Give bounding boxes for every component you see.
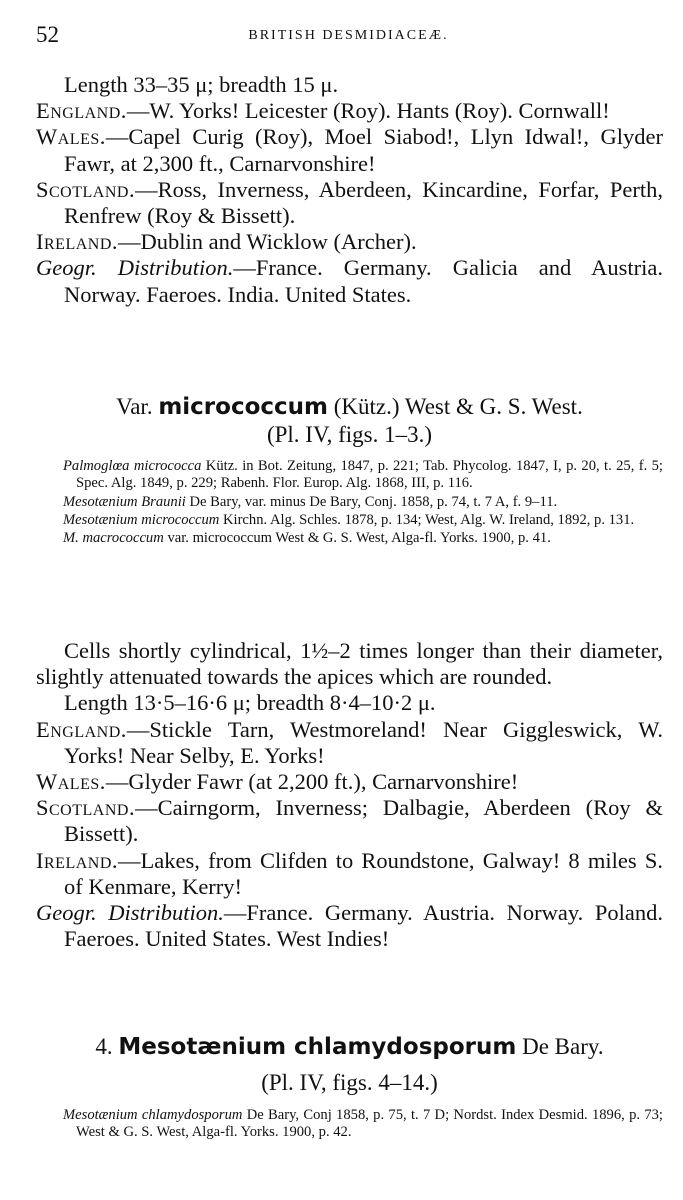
species-number: 4. <box>95 1034 113 1059</box>
geogr-text: —France. Germany. Austria. Norway. Poland. Faeroes. United States. West Indies! <box>64 900 663 952</box>
species-synonymy <box>36 1107 663 1143</box>
geogr-label: Geogr. Distribution. <box>36 255 234 281</box>
region-text: —Stickle Tarn, Westmoreland! Near Giggleswick, W. Yorks! Near Selby, E. Yorks! <box>64 716 663 768</box>
page-header <box>36 22 661 52</box>
geographic-distribution <box>36 900 663 952</box>
page-number: 52 <box>36 22 59 47</box>
region-text: —Cairngorm, Inverness; Dalbagie, Aberdeen (Roy & Bissett). <box>64 795 663 847</box>
variety-prefix: Var. <box>116 394 153 419</box>
measurement-line: Length 13·5–16·6 μ; breadth 8·4–10·2 μ. <box>64 690 436 716</box>
synonym-citation: Kirchn. Alg. Schles. 1878, p. 134; West, Alg. W. Ireland, 1892, p. 131. <box>222 511 635 528</box>
running-head: BRITISH DESMIDIACEÆ. <box>248 28 449 43</box>
species-authority: De Bary. <box>522 1034 604 1059</box>
synonym-citation: Kütz. in Bot. Zeitung, 1847, p. 221; Tab. Phycolog. 1847, I, p. 20, t. 25, f. 5; Spec. Alg. 1849, p. 229; Rabenh. Flor. Europ. Alg. 1868, III, p. 116. <box>76 458 663 492</box>
variety-heading <box>36 393 663 449</box>
distribution-block-1 <box>36 72 663 308</box>
region-label: Scotland. <box>36 795 136 821</box>
synonym-name: Mesotænium Braunii <box>63 493 186 510</box>
synonym-entry <box>36 530 663 547</box>
ireland-record <box>36 848 663 900</box>
wales-record <box>36 124 663 176</box>
region-text: —Lakes, from Clifden to Roundstone, Galway! 8 miles S. of Kenmare, Kerry! <box>64 847 663 899</box>
synonym-citation: var. micrococcum West & G. S. West, Alga-fl. Yorks. 1900, p. 41. <box>167 530 551 547</box>
region-text: —Glyder Fawr (at 2,200 ft.), Carnarvonshire! <box>105 769 519 795</box>
measurement-line: Length 33–35 μ; breadth 15 μ. <box>64 72 339 97</box>
region-label: England. <box>36 98 127 124</box>
region-text: —W. Yorks! Leicester (Roy). Hants (Roy). Cornwall! <box>126 98 610 124</box>
geogr-label: Geogr. Distribution. <box>36 900 224 926</box>
region-text: —Ross, Inverness, Aberdeen, Kincardine, Forfar, Perth, Renfrew (Roy & Bissett). <box>64 176 663 229</box>
synonym-citation: De Bary, Conj 1858, p. 75, t. 7 D; Nordst. Index Desmid. 1896, p. 73; West & G. S. West, Alga-fl. Yorks. 1900, p. 42. <box>76 1107 663 1141</box>
species-name: Mesotænium chlamydosporum <box>118 1034 517 1060</box>
region-label: Wales. <box>36 124 106 150</box>
variety-plate: (Pl. IV, figs. 1–3.) <box>266 422 433 447</box>
england-record <box>36 717 663 769</box>
synonym-entry <box>36 512 663 529</box>
region-label: Ireland. <box>36 229 119 255</box>
region-label: England. <box>36 716 127 742</box>
synonym-entry <box>36 494 663 511</box>
synonym-entry <box>36 1107 663 1142</box>
scotland-record <box>36 177 663 229</box>
england-record <box>36 98 663 124</box>
wales-record <box>36 769 663 795</box>
geographic-distribution <box>36 255 663 307</box>
region-label: Wales. <box>36 769 106 795</box>
variety-authority: (Kütz.) West & G. S. West. <box>333 394 583 419</box>
region-text: —Capel Curig (Roy), Moel Siabod!, Llyn Idwal!, Glyder Fawr, at 2,300 ft., Carnarvonshire! <box>64 124 663 176</box>
variety-name: micrococcum <box>158 394 328 420</box>
synonym-name: Mesotænium micrococcum <box>63 511 220 528</box>
synonym-name: Mesotænium chlamydosporum <box>63 1107 243 1123</box>
species-plate: (Pl. IV, figs. 4–14.) <box>261 1070 438 1095</box>
region-label: Scotland. <box>36 176 136 202</box>
ireland-record <box>36 229 663 255</box>
synonym-entry <box>36 458 663 493</box>
synonym-name: Palmoglœa micrococca <box>63 458 202 474</box>
geogr-text: —France. Germany. Galicia and Austria. Norway. Faeroes. India. United States. <box>64 255 663 307</box>
synonym-citation: De Bary, var. minus De Bary, Conj. 1858, p. 74, t. 7 A, f. 9–11. <box>189 493 558 510</box>
species-heading <box>36 1032 663 1098</box>
region-label: Ireland. <box>36 847 119 873</box>
synonymy-list <box>36 458 663 548</box>
scotland-record <box>36 795 663 847</box>
cell-description: Cells shortly cylindrical, 1½–2 times longer than their diameter, slightly attenuated towards the apices which are rounded. <box>36 638 663 690</box>
synonym-name: M. macrococcum <box>63 530 164 547</box>
region-text: —Dublin and Wicklow (Archer). <box>118 229 417 255</box>
distribution-block-2 <box>36 638 663 952</box>
